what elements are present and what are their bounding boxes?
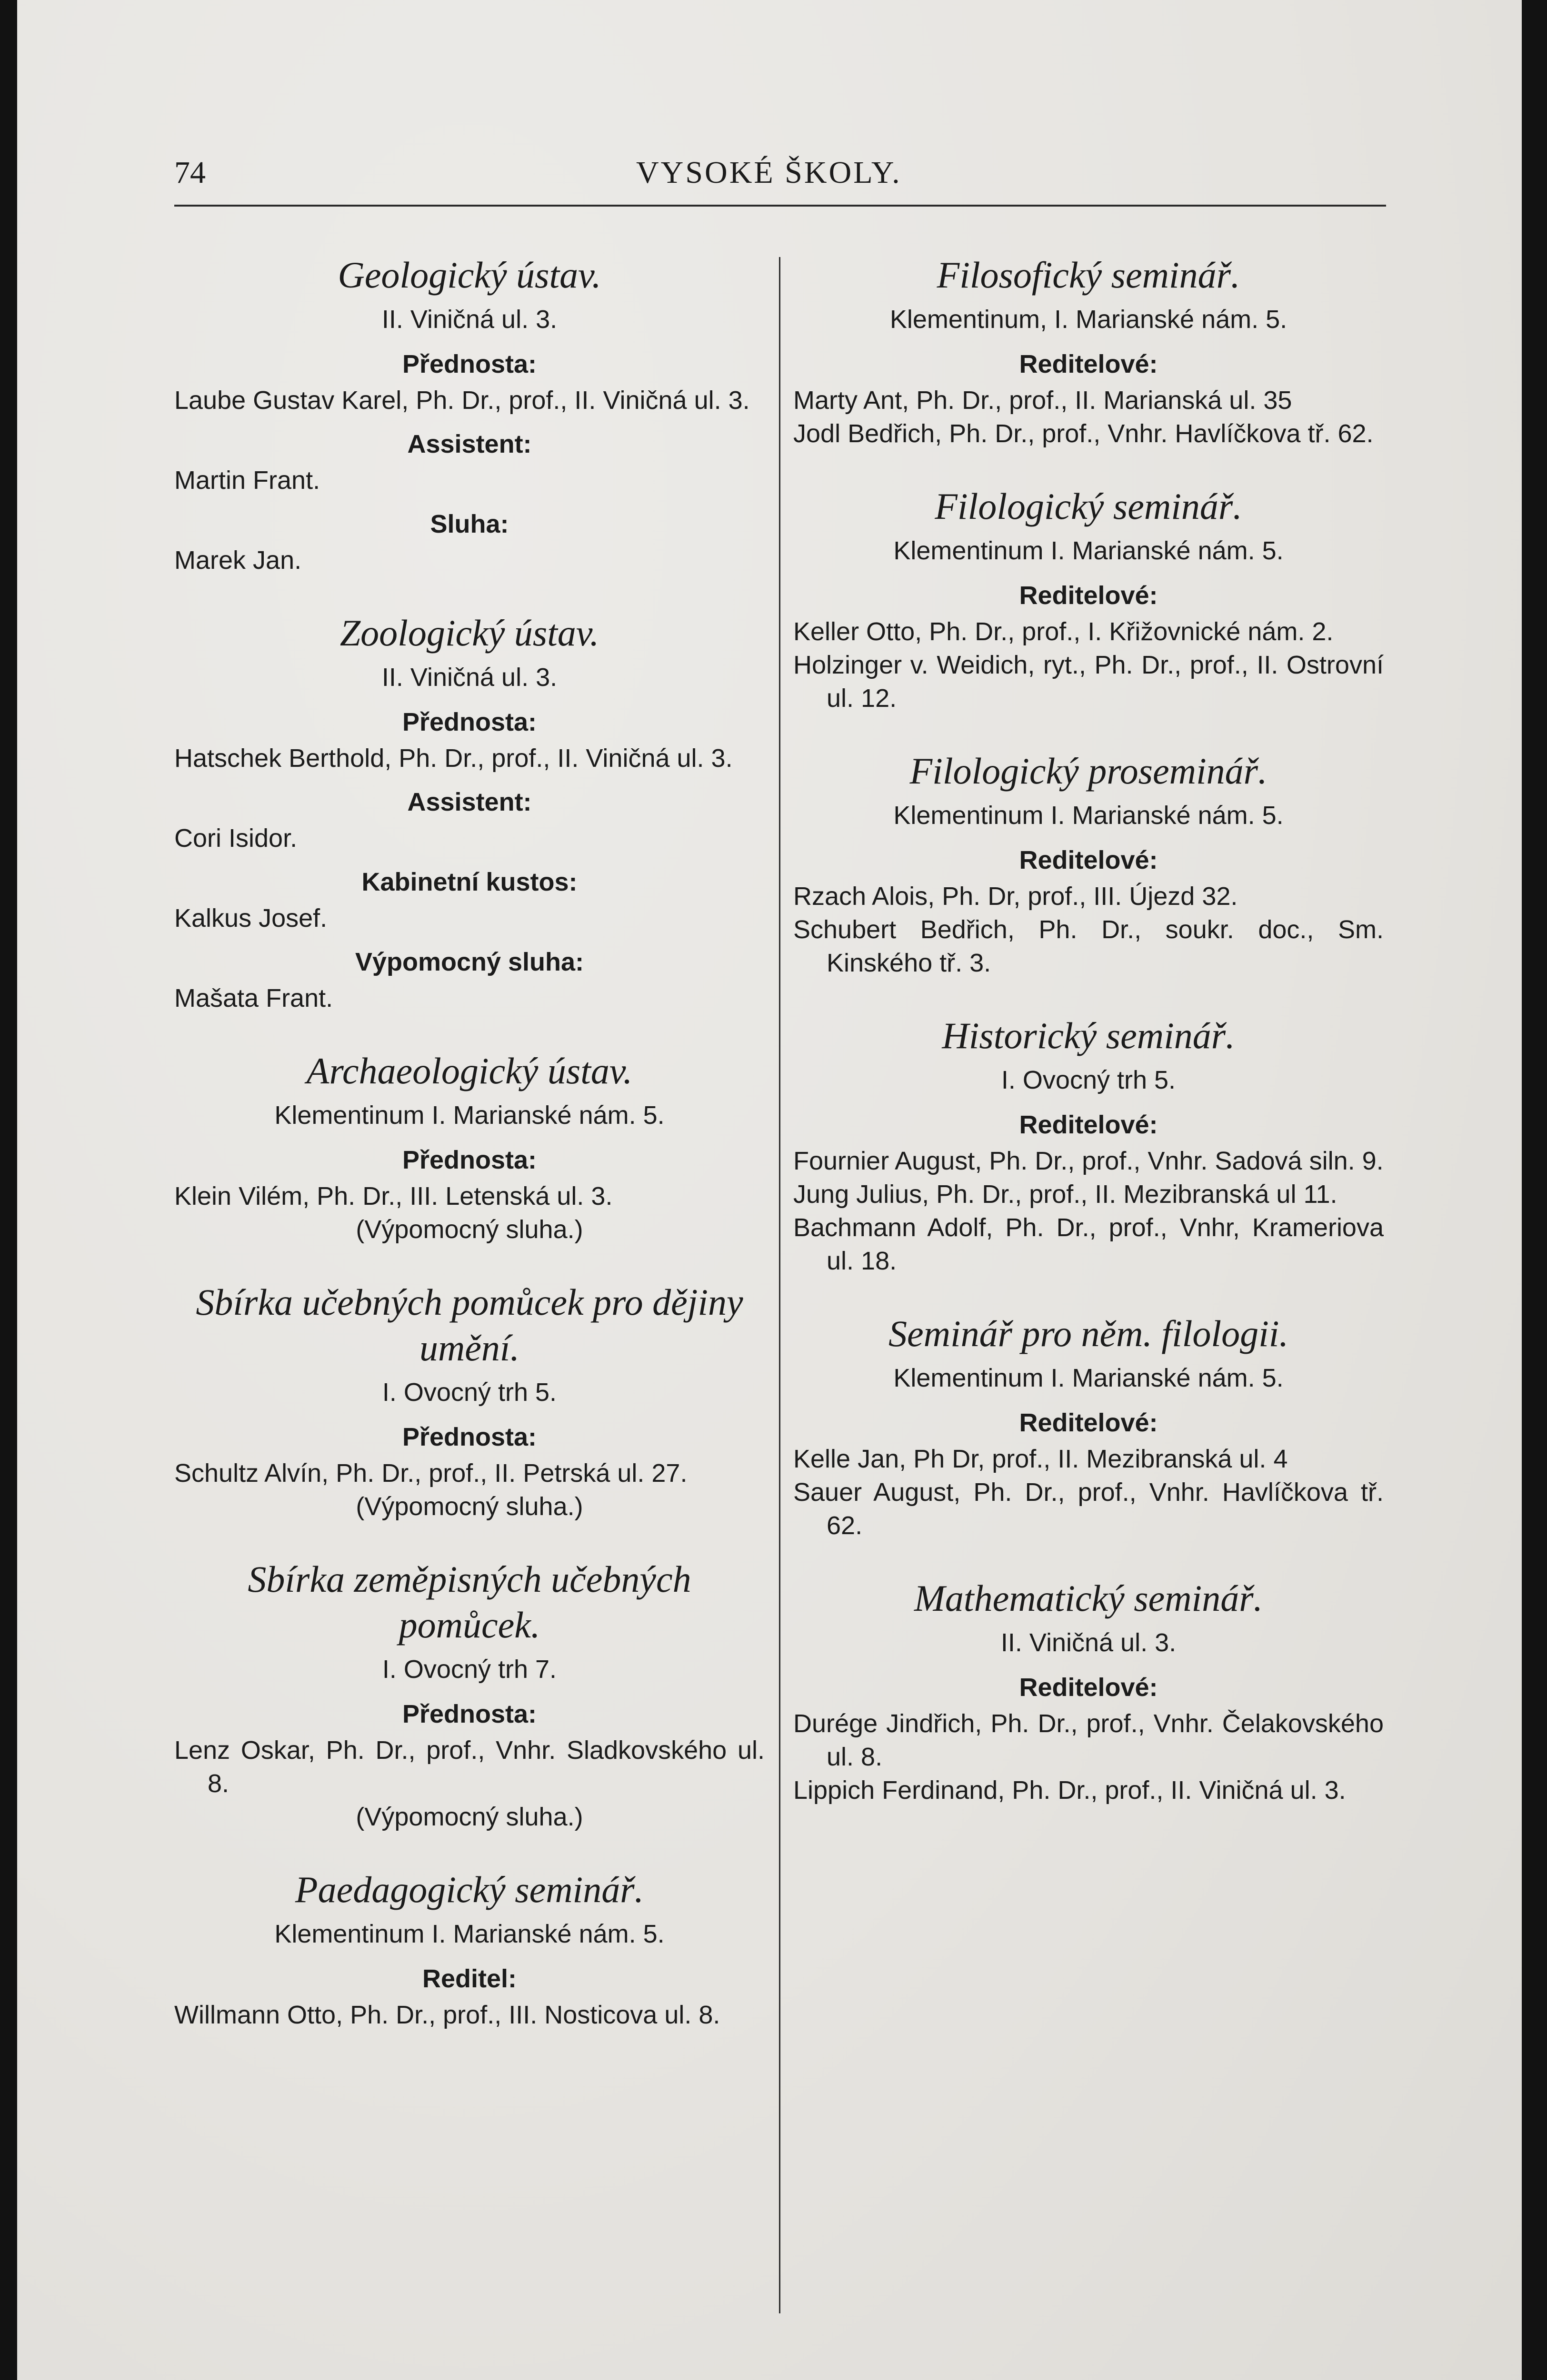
person-entry: Laube Gustav Karel, Ph. Dr., prof., II. Viničná ul. 3.: [174, 386, 750, 415]
person-entry: Kalkus Josef.: [174, 904, 328, 932]
right-column: [793, 248, 1384, 1840]
section: [793, 1576, 1384, 1807]
header-rule: [174, 205, 1386, 207]
section-address: II. Viničná ul. 3.: [1000, 1628, 1177, 1657]
section-address: Klementinum I. Marianské nám. 5.: [274, 1101, 665, 1130]
section-title: Filologický seminář.: [935, 486, 1242, 527]
section-address: II. Viničná ul. 3.: [381, 663, 558, 692]
role-heading: Assistent:: [407, 788, 532, 816]
section-address: Klementinum I. Marianské nám. 5.: [274, 1920, 665, 1948]
running-title: VYSOKÉ ŠKOLY.: [636, 155, 902, 190]
role-heading: Reditelové:: [1019, 581, 1158, 610]
left-column: [174, 248, 765, 2065]
role-heading: Reditelové:: [1019, 350, 1158, 378]
section-title: Seminář pro něm. filologii.: [888, 1313, 1288, 1354]
section-address: I. Ovocný trh 7.: [382, 1655, 557, 1684]
person-entry: Bachmann Adolf, Ph. Dr., prof., Vnhr, Krameriova ul. 18.: [793, 1213, 1384, 1275]
role-heading: Výpomocný sluha:: [355, 948, 584, 976]
role-heading: Přednosta:: [402, 708, 537, 736]
person-entry: Holzinger v. Weidich, ryt., Ph. Dr., prof., II. Ostrovní ul. 12.: [793, 651, 1384, 713]
person-entry: Keller Otto, Ph. Dr., prof., I. Křižovnické nám. 2.: [793, 617, 1334, 646]
role-heading: Přednosta:: [402, 1700, 537, 1728]
person-entry: Klein Vilém, Ph. Dr., III. Letenská ul. 3.: [174, 1182, 613, 1210]
person-entry: Fournier August, Ph. Dr., prof., Vnhr. Sadová siln. 9.: [793, 1147, 1384, 1175]
book-page: [17, 0, 1522, 2380]
section: [793, 252, 1384, 450]
section: [174, 610, 765, 1015]
role-heading: Přednosta:: [402, 1423, 537, 1451]
section-title: Sbírka zeměpisných učebných pomůcek.: [248, 1558, 691, 1646]
column-divider: [779, 257, 780, 2313]
role-heading: Přednosta:: [402, 1146, 537, 1174]
section-title: Filologický proseminář.: [909, 750, 1268, 792]
role-heading: Reditelové:: [1019, 1673, 1158, 1702]
person-entry: Marek Jan.: [174, 546, 302, 575]
person-entry: Schultz Alvín, Ph. Dr., prof., II. Petrská ul. 27.: [174, 1459, 688, 1488]
person-entry: Jodl Bedřich, Ph. Dr., prof., Vnhr. Havlíčkova tř. 62.: [793, 419, 1374, 448]
section-address: II. Viničná ul. 3.: [381, 305, 558, 334]
person-entry: Durége Jindřich, Ph. Dr., prof., Vnhr. Čelakovského ul. 8.: [793, 1709, 1384, 1771]
section: [174, 1048, 765, 1246]
section: [174, 1557, 765, 1834]
person-entry: Lenz Oskar, Ph. Dr., prof., Vnhr. Sladkovského ul. 8.: [174, 1736, 765, 1798]
role-heading: Reditel:: [422, 1964, 517, 1993]
role-heading: Přednosta:: [402, 350, 537, 378]
section-title: Paedagogický seminář.: [295, 1869, 644, 1910]
section-title: Mathematický seminář.: [914, 1577, 1263, 1619]
page-number: 74: [174, 155, 206, 190]
section-title: Zoologický ústav.: [339, 612, 599, 654]
person-entry: Schubert Bedřich, Ph. Dr., soukr. doc., Sm. Kinského tř. 3.: [793, 915, 1384, 977]
section-title: Geologický ústav.: [338, 254, 601, 296]
staff-note: (Výpomocný sluha.): [356, 1492, 583, 1521]
staff-note: (Výpomocný sluha.): [356, 1803, 583, 1831]
person-entry: Sauer August, Ph. Dr., prof., Vnhr. Havlíčkova tř. 62.: [793, 1478, 1384, 1540]
section: [793, 1311, 1384, 1542]
section: [793, 748, 1384, 980]
section-address: Klementinum, I. Marianské nám. 5.: [889, 305, 1288, 334]
section: [174, 252, 765, 577]
person-entry: Jung Julius, Ph. Dr., prof., II. Mezibranská ul 11.: [793, 1180, 1337, 1209]
role-heading: Assistent:: [407, 430, 532, 458]
section-title: Sbírka učebných pomůcek pro dějiny umění.: [196, 1281, 743, 1368]
section-title: Archaeologický ústav.: [306, 1050, 633, 1091]
role-heading: Reditelové:: [1019, 1408, 1158, 1437]
section-title: Historický seminář.: [942, 1015, 1235, 1056]
person-entry: Marty Ant, Ph. Dr., prof., II. Marianská ul. 35: [793, 386, 1292, 415]
section-address: I. Ovocný trh 5.: [382, 1378, 557, 1407]
section-address: I. Ovocný trh 5.: [1001, 1066, 1176, 1094]
section-address: Klementinum I. Marianské nám. 5.: [893, 801, 1284, 830]
person-entry: Cori Isidor.: [174, 824, 298, 853]
person-entry: Lippich Ferdinand, Ph. Dr., prof., II. Viničná ul. 3.: [793, 1776, 1346, 1805]
section-address: Klementinum I. Marianské nám. 5.: [893, 536, 1284, 565]
person-entry: Rzach Alois, Ph. Dr, prof., III. Újezd 32.: [793, 882, 1238, 911]
staff-note: (Výpomocný sluha.): [356, 1215, 583, 1244]
role-heading: Sluha:: [430, 510, 509, 538]
running-header: [17, 155, 1522, 207]
section-address: Klementinum I. Marianské nám. 5.: [893, 1364, 1284, 1392]
person-entry: Willmann Otto, Ph. Dr., prof., III. Nosticova ul. 8.: [174, 2001, 720, 2029]
role-heading: Reditelové:: [1019, 846, 1158, 874]
role-heading: Reditelové:: [1019, 1111, 1158, 1139]
role-heading: Kabinetní kustos:: [361, 868, 578, 896]
section: [174, 1867, 765, 2032]
section: [793, 484, 1384, 715]
person-entry: Mašata Frant.: [174, 984, 333, 1012]
section-title: Filosofický seminář.: [937, 254, 1240, 296]
person-entry: Martin Frant.: [174, 466, 320, 495]
person-entry: Hatschek Berthold, Ph. Dr., prof., II. Viničná ul. 3.: [174, 744, 733, 773]
section: [174, 1279, 765, 1523]
person-entry: Kelle Jan, Ph Dr, prof., II. Mezibranská ul. 4: [793, 1445, 1288, 1473]
section: [793, 1013, 1384, 1278]
